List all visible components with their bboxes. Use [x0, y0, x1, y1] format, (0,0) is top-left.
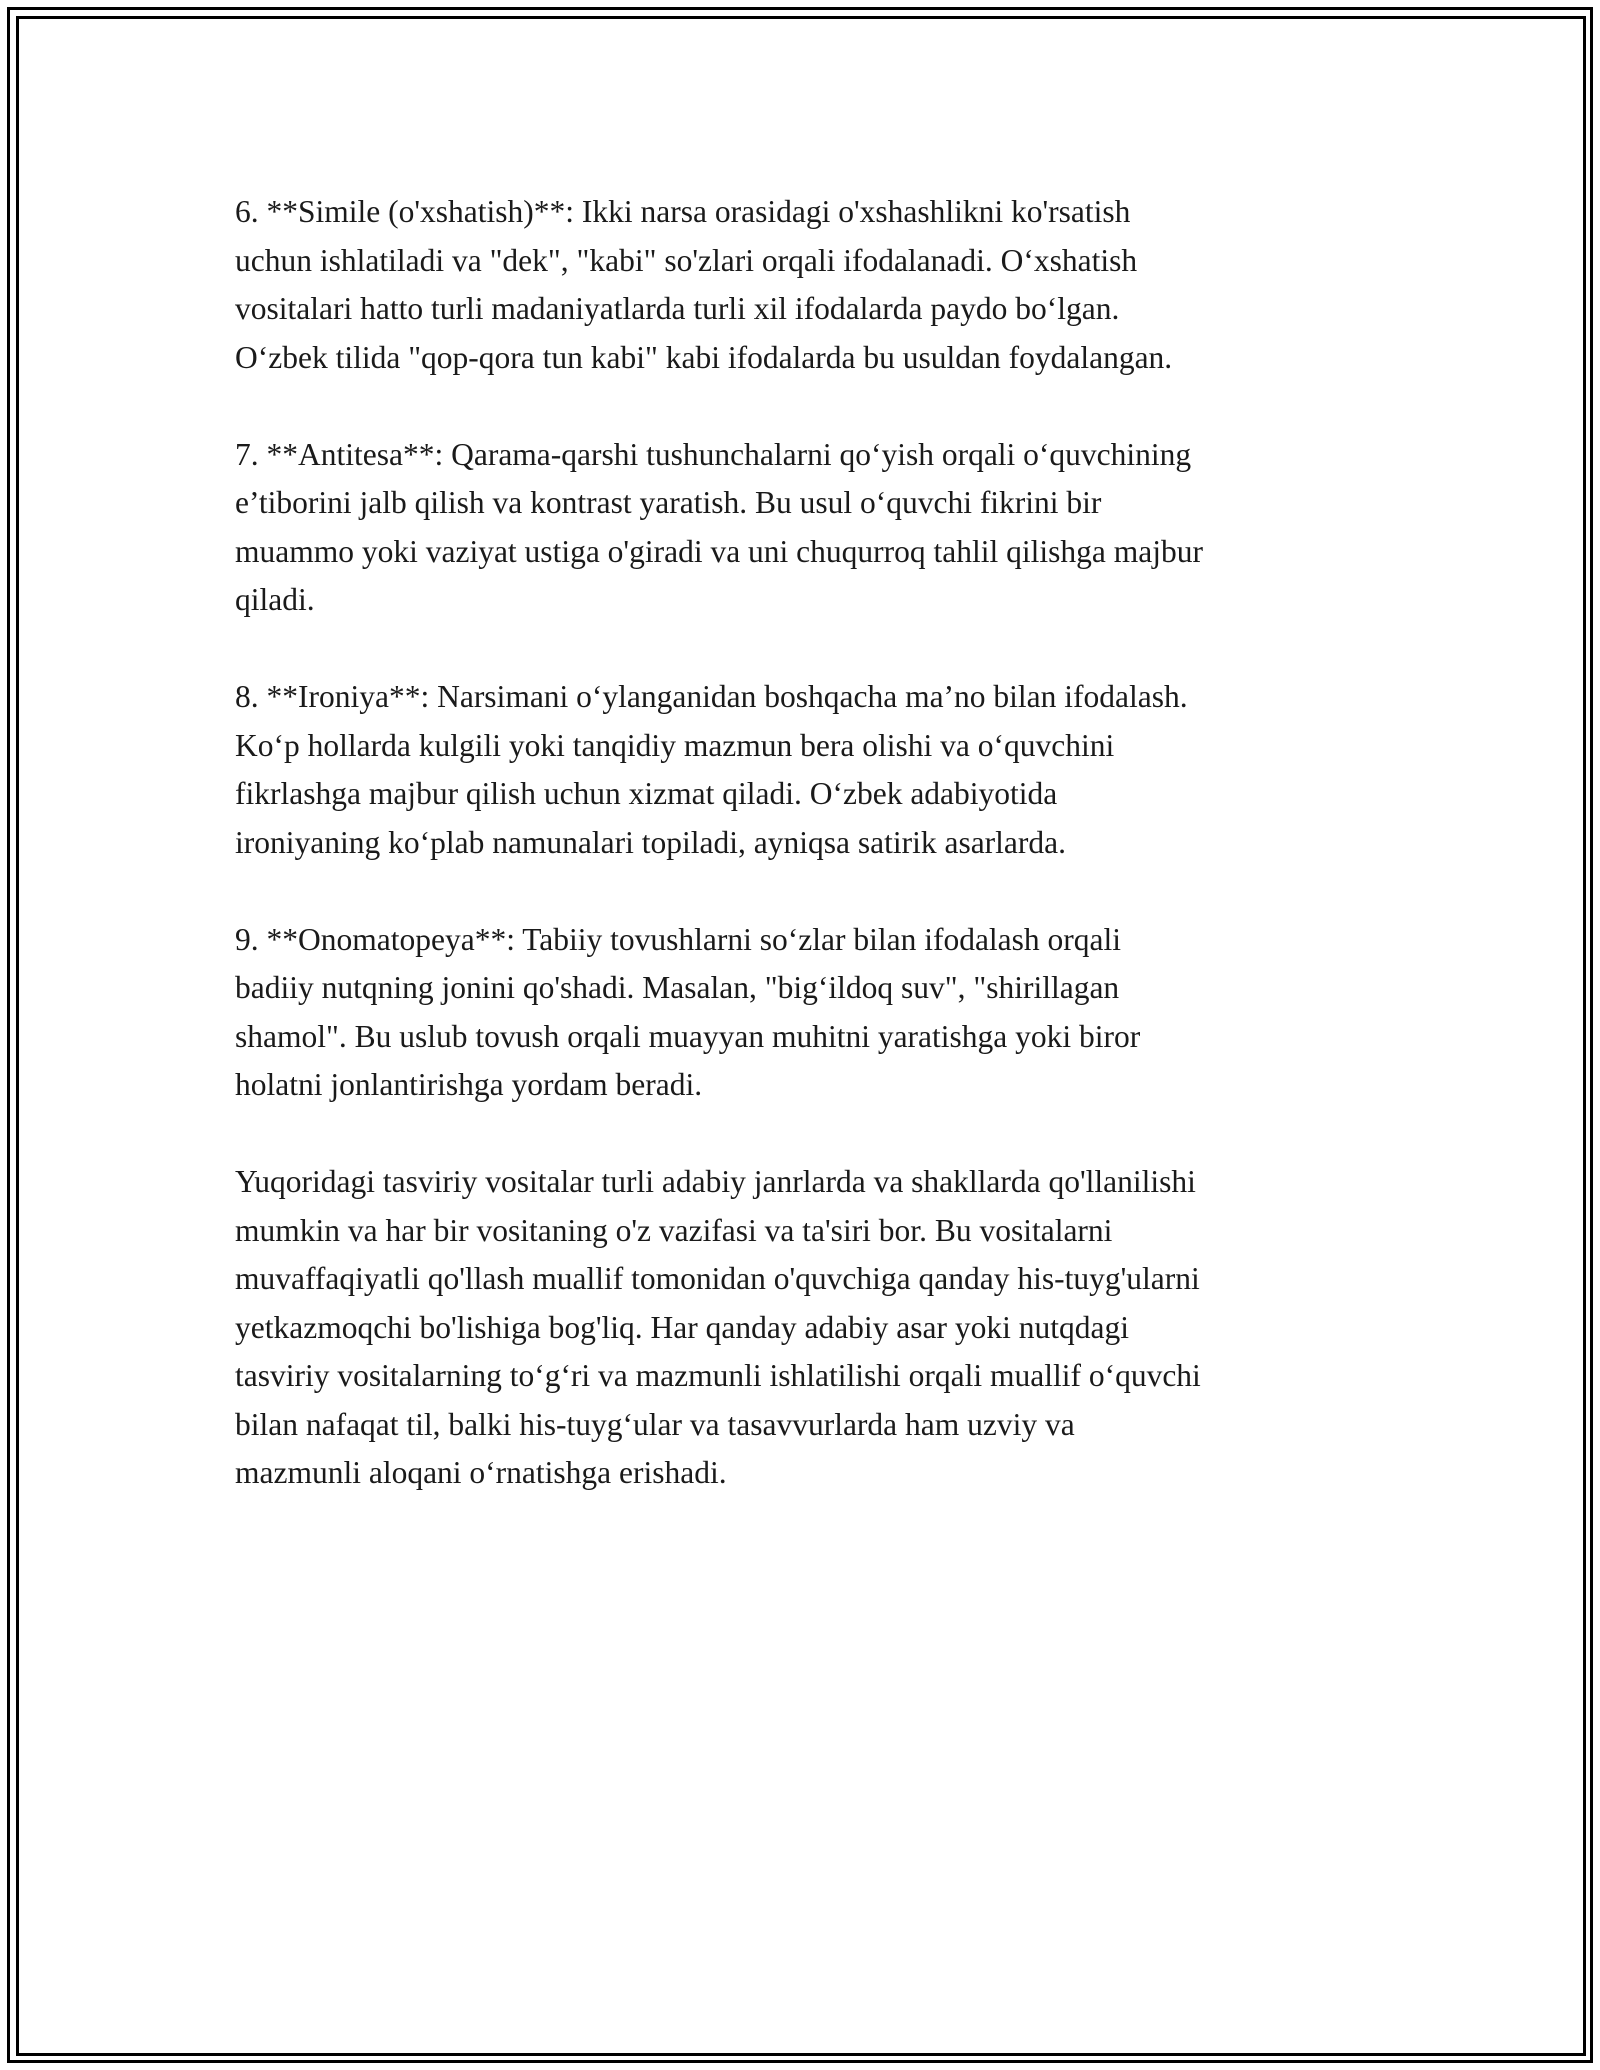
paragraph-onomatopeya	[235, 916, 1375, 1110]
text-line: mumkin va har bir vositaning o'z vazifasi va ta'siri bor. Bu vositalarni	[235, 1212, 1113, 1248]
text-line: muvaffaqiyatli qo'llash muallif tomonidan o'quvchiga qanday his-tuyg'ularni	[235, 1261, 1200, 1296]
text-line: 6. **Simile (o'xshatish)**: Ikki narsa orasidagi o'xshashlikni ko'rsatish	[235, 194, 1131, 229]
text-line: Yuqoridagi tasviriy vositalar turli adabiy janrlarda va shakllarda qo'llanilishi	[235, 1164, 1196, 1199]
text-line: uchun ishlatiladi va "dek", "kabi" so'zlari orqali ifodalanadi. O‘xshatish	[235, 242, 1138, 278]
text-line: e’tiborini jalb qilish va kontrast yaratish. Bu usul o‘quvchi fikrini bir	[235, 485, 1102, 520]
paragraph-conclusion	[235, 1158, 1375, 1498]
text-line: fikrlashga majbur qilish uchun xizmat qiladi. O‘zbek adabiyotida	[235, 776, 1058, 811]
text-line: tasviriy vositalarning to‘g‘ri va mazmunli ishlatilishi orqali muallif o‘quvchi	[235, 1358, 1201, 1393]
text-line: 9. **Onomatopeya**: Tabiiy tovushlarni so‘zlar bilan ifodalash orqali	[235, 921, 1122, 957]
text-line: qiladi.	[235, 582, 315, 617]
text-line: O‘zbek tilida "qop-qora tun kabi" kabi ifodalarda bu usuldan foydalangan.	[235, 339, 1173, 375]
paragraph-simile	[235, 188, 1375, 382]
text-line: ironiyaning ko‘plab namunalari topiladi, ayniqsa satirik asarlarda.	[235, 824, 1066, 860]
paragraph-ironiya	[235, 673, 1375, 867]
document-body	[235, 188, 1375, 1546]
text-line: muammo yoki vaziyat ustiga o'giradi va uni chuqurroq tahlil qilishga majbur	[235, 533, 1203, 569]
text-line: yetkazmoqchi bo'lishiga bog'liq. Har qanday adabiy asar yoki nutqdagi	[235, 1309, 1129, 1345]
text-line: 8. **Ironiya**: Narsimani o‘ylanganidan boshqacha ma’no bilan ifodalash.	[235, 679, 1188, 714]
text-line: holatni jonlantirishga yordam beradi.	[235, 1067, 703, 1102]
text-line: bilan nafaqat til, balki his-tuyg‘ular va tasavvurlarda ham uzviy va	[235, 1406, 1075, 1442]
text-line: mazmunli aloqani o‘rnatishga erishadi.	[235, 1455, 727, 1490]
text-line: 7. **Antitesa**: Qarama-qarshi tushunchalarni qo‘yish orqali o‘quvchining	[235, 436, 1192, 472]
text-line: vositalari hatto turli madaniyatlarda turli xil ifodalarda paydo bo‘lgan.	[235, 291, 1120, 326]
text-line: badiiy nutqning jonini qo'shadi. Masalan, "big‘ildoq suv", "shirillagan	[235, 970, 1120, 1005]
text-line: Ko‘p hollarda kulgili yoki tanqidiy mazmun bera olishi va o‘quvchini	[235, 727, 1115, 763]
paragraph-antitesa	[235, 431, 1375, 625]
text-line: shamol". Bu uslub tovush orqali muayyan muhitni yaratishga yoki biror	[235, 1018, 1141, 1054]
